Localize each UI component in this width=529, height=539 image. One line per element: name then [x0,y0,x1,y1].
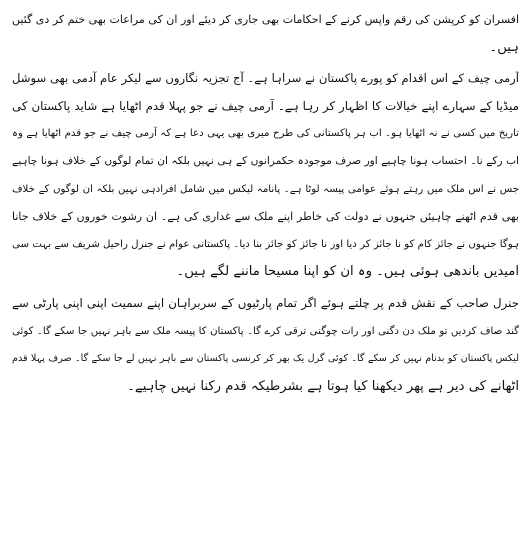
text-line: امیدیں باندھی ہوئی ہیں۔ وہ ان کو اپنا مسیحا ماننے لگے ہیں۔ [176,264,519,280]
text-line: جس نے اس ملک میں رہتے ہوئے عوامی پیسہ لوٹا ہے۔ پانامہ لیکس میں شامل افرادہی نہیں بلکہ ان لوگوں کے خلاف [12,183,519,195]
text-line: جنرل صاحب کے نقش قدم پر چلتے ہوئے اگر تمام پارٹیوں کے سربراہان اپنے سمیت اپنی اپنی پارٹی سے [12,295,519,310]
text-line: لیکس پاکستان کو بدنام نہیں کر سکے گا۔ کوئی گرل یک بھر کر کرنسی پاکستان سے باہر نہیں لے جا سکے گا۔ صرف پہلا قدم [12,353,519,365]
text-line: گند صاف کردیں تو ملک دن دگنی اور رات چوگنی ترقی کرے گا۔ پاکستان کا پیسہ ملک سے باہر نہیں جا سکے گا۔ کوئی [12,325,519,337]
text-line: ہوگا جنہوں نے جائز کام کو نا جائز کر دیا اور نا جائز کو جائز بنا دیا۔ پاکستانی عوام نے جنرل راحیل شریف سے بہت سی [12,238,519,250]
text-line: تاریخ میں کسی نے نہ اٹھایا ہو۔ اب ہر پاکستانی کی طرح میری بھی یہی دعا ہے کہ آرمی چیف نے جو قدم اٹھایا ہے وہ [12,128,519,140]
text-line: میڈیا کے سہارے اپنے خیالات کا اظہار کر رہا ہے۔ آرمی چیف نے جو پہلا قدم اٹھایا ہے شاید پاکستان کی [12,98,519,113]
text-line: بھی قدم اٹھنے چاہیئں جنہوں نے دولت کی خاطر اپنے ملک سے غداری کی ہے۔ ان رشوت خوروں کے خلاف جانا [12,210,519,224]
text-line: اب رکے نا۔ احتساب ہونا چاہیے اور صرف موجودہ حکمرانوں کے ہی نہیں بلکہ ان تمام لوگوں کے خلاف ہونا چاہیے [12,154,519,167]
text-line: افسران کو کرپشن کی رقم واپس کرنے کے احکامات بھی جاری کر دیئے اور ان کی مراعات بھی ختم کر دی گئیں [12,13,519,26]
paragraph-2 [12,65,519,286]
paragraph-3 [12,290,519,400]
text-line: اٹھانے کی دیر ہے پھر دیکھنا کیا ہوتا ہے بشرطیکہ قدم رکنا نہیں چاہیے۔ [127,378,519,394]
paragraph-1 [12,6,519,61]
text-line: آرمی چیف کے اس اقدام کو پورے پاکستان نے سراہا ہے۔ آج تجزیہ نگاروں سے لیکر عام آدمی بھی سوشل [12,71,519,86]
text-line: ہیں۔ [489,39,519,55]
